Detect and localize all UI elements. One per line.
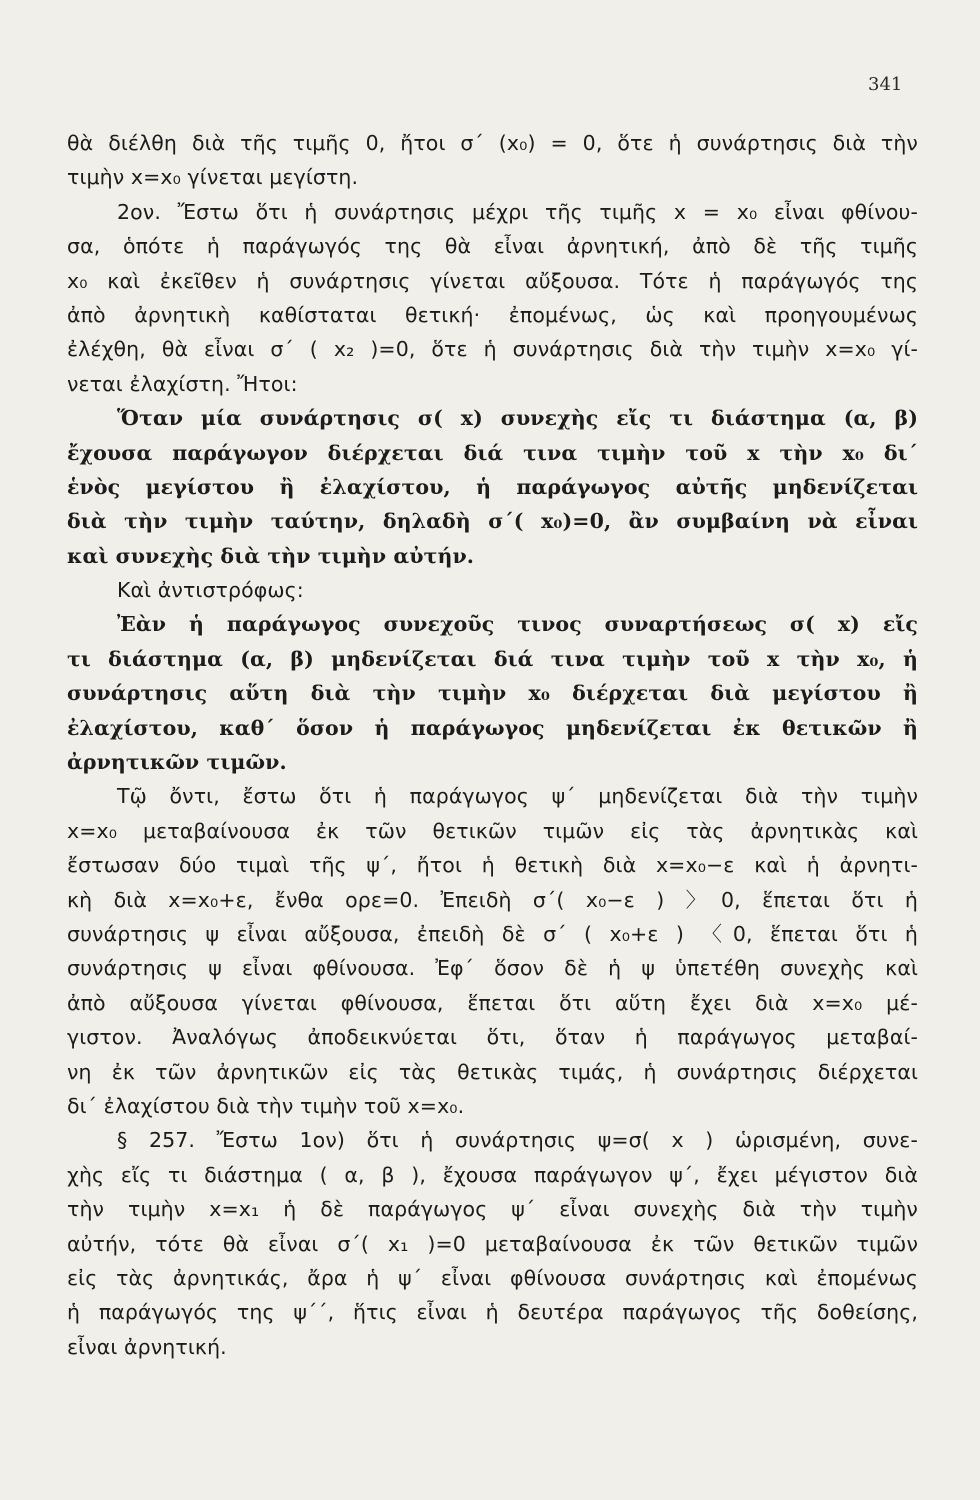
- text-line: ἐλέχθη, θὰ εἶναι σ΄ ( x₂ )=0, ὅτε ἡ συνάρτησις διὰ τὴν τιμὴν x=x₀ γί-: [67, 337, 918, 362]
- text-line: x=x₀ μεταβαίνουσα ἐκ τῶν θετικῶν τιμῶν εἰς τὰς ἀρνητικὰς καὶ: [67, 818, 918, 843]
- theorem-line: Ἐὰν ἡ παράγωγος συνεχοῦς τινος συναρτήσεως σ( x) εἴς: [117, 612, 918, 637]
- text-line: γιστον. Ἀναλόγως ἀποδεικνύεται ὅτι, ὅταν ἡ παράγωγος μεταβαί-: [67, 1025, 918, 1050]
- text-line: νεται ἐλαχίστη. Ἤτοι:: [67, 371, 298, 396]
- text-line: εἰς τὰς ἀρνητικάς, ἄρα ἡ ψ΄ εἶναι φθίνουσα συνάρτησις καὶ ἐπομένως: [67, 1265, 918, 1290]
- text-line: δι΄ ἐλαχίστου διὰ τὴν τιμὴν τοῦ x=x₀.: [67, 1093, 465, 1118]
- theorem-line: ἑνὸς μεγίστου ἢ ἐλαχίστου, ἡ παράγωγος αὐτῆς μηδενίζεται: [67, 474, 918, 499]
- text-line: τὴν τιμὴν x=x₁ ἡ δὲ παράγωγος ψ΄ εἶναι συνεχὴς διὰ τὴν τιμὴν: [67, 1197, 918, 1222]
- text-line: Τῷ ὄντι, ἔστω ὅτι ἡ παράγωγος ψ΄ μηδενίζεται διὰ τὴν τιμὴν: [117, 784, 918, 809]
- theorem-line: ἀρνητικῶν τιμῶν.: [67, 750, 287, 775]
- text-line: κὴ διὰ x=x₀+ε, ἔνθα ορε=0. Ἐπειδὴ σ΄( x₀−ε ) 〉0, ἕπεται ὅτι ἡ: [67, 887, 918, 912]
- text-line: Καὶ ἀντιστρόφως:: [117, 578, 304, 603]
- text-line: ἡ παράγωγός της ψ΄΄, ἥτις εἶναι ἡ δευτέρα παράγωγος τῆς δοθείσης,: [67, 1300, 918, 1325]
- text-line: σα, ὁπότε ἡ παράγωγός της θὰ εἶναι ἀρνητική, ἀπὸ δὲ τῆς τιμῆς: [67, 234, 918, 259]
- theorem-line: ἔχουσα παράγωγον διέρχεται διά τινα τιμὴν τοῦ x τὴν x₀ δι΄: [67, 440, 918, 465]
- theorem-line: διὰ τὴν τιμὴν ταύτην, δηλαδὴ σ΄( x₀)=0, ἂν συμβαίνη νὰ εἶναι: [67, 509, 918, 534]
- text-line: νη ἐκ τῶν ἀρνητικῶν εἰς τὰς θετικὰς τιμάς, ἡ συνάρτησις διέρχεται: [67, 1059, 918, 1084]
- page-number: 341: [868, 74, 903, 95]
- theorem-line: καὶ συνεχὴς διὰ τὴν τιμὴν αὐτήν.: [67, 543, 475, 568]
- text-line: αὐτήν, τότε θὰ εἶναι σ΄( x₁ )=0 μεταβαίνουσα ἐκ τῶν θετικῶν τιμῶν: [67, 1231, 918, 1256]
- theorem-line: συνάρτησις αὕτη διὰ τὴν τιμὴν x₀ διέρχεται διὰ μεγίστου ἢ: [67, 681, 918, 706]
- text-line: τιμὴν x=x₀ γίνεται μεγίστη.: [67, 165, 359, 190]
- theorem-line: ἐλαχίστου, καθ΄ ὅσον ἡ παράγωγος μηδενίζεται ἐκ θετικῶν ἢ: [67, 715, 918, 740]
- text-line: εἶναι ἀρνητική.: [67, 1334, 227, 1359]
- text-line: ἀπὸ αὔξουσα γίνεται φθίνουσα, ἕπεται ὅτι αὕτη ἔχει διὰ x=x₀ μέ-: [67, 990, 918, 1015]
- theorem-line: τι διάστημα (α, β) μηδενίζεται διά τινα τιμὴν τοῦ x τὴν x₀, ἡ: [67, 646, 918, 671]
- section-257-heading-line: § 257. Ἔστω 1ον) ὅτι ἡ συνάρτησις ψ=σ( x ) ὡρισμένη, συνε-: [117, 1128, 918, 1153]
- text-line: συνάρτησις ψ εἶναι αὔξουσα, ἐπειδὴ δὲ σ΄ ( x₀+ε ) 〈0, ἕπεται ὅτι ἡ: [67, 921, 918, 946]
- text-line: συνάρτησις ψ εἶναι φθίνουσα. Ἐφ΄ ὅσον δὲ ἡ ψ ὑπετέθη συνεχὴς καὶ: [67, 956, 918, 981]
- text-line: ἔστωσαν δύο τιμαὶ τῆς ψ΄, ἤτοι ἡ θετικὴ διὰ x=x₀−ε καὶ ἡ ἀρνητι-: [67, 853, 918, 878]
- text-line: θὰ διέλθη διὰ τῆς τιμῆς 0, ἤτοι σ΄ (x₀) = 0, ὅτε ἡ συνάρτησις διὰ τὴν: [67, 131, 918, 155]
- text-line: 2ον. Ἔστω ὅτι ἡ συνάρτησις μέχρι τῆς τιμῆς x = x₀ εἶναι φθίνου-: [117, 199, 918, 224]
- page-body: [67, 126, 918, 1364]
- text-line: ἀπὸ ἀρνητικὴ καθίσταται θετική· ἐπομένως, ὡς καὶ προηγουμένως: [67, 302, 918, 327]
- text-line: χὴς εἴς τι διάστημα ( α, β ), ἔχουσα παράγωγον ψ΄, ἔχει μέγιστον διὰ: [67, 1162, 918, 1187]
- theorem-line: Ὅταν μία συνάρτησις σ( x) συνεχὴς εἴς τι διάστημα (α, β): [117, 406, 918, 431]
- text-line: x₀ καὶ ἐκεῖθεν ἡ συνάρτησις γίνεται αὔξουσα. Τότε ἡ παράγωγός της: [67, 268, 918, 293]
